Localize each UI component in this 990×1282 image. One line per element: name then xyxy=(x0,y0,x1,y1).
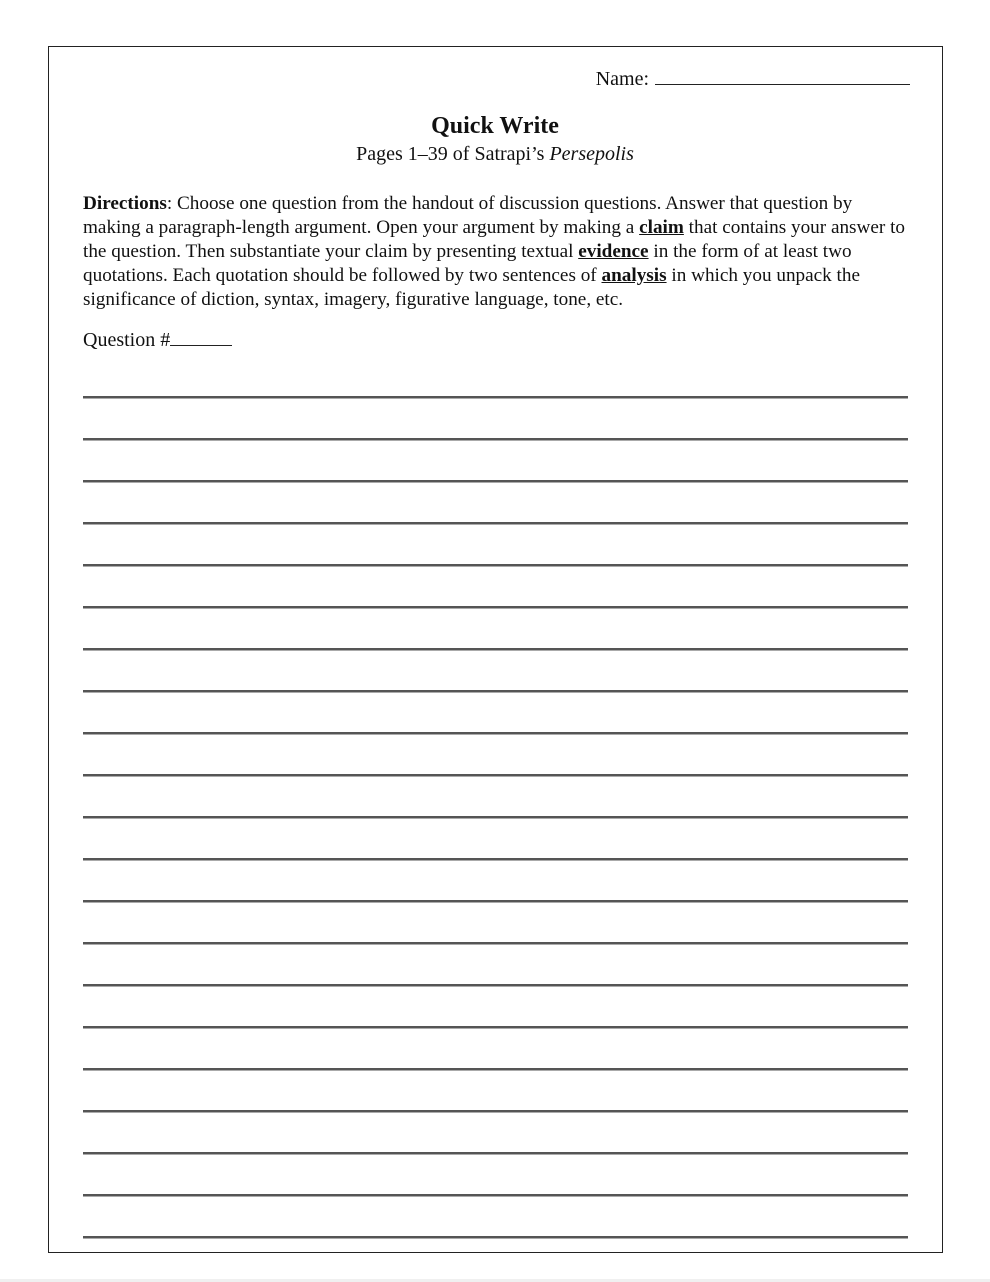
answer-line[interactable] xyxy=(83,858,908,861)
directions-text: in the form of at least two quotations. Each quotation should be followed by two sentences of xyxy=(83,241,852,286)
answer-line[interactable] xyxy=(83,900,908,903)
book-title: Persepolis xyxy=(549,143,634,165)
directions-text: that contains your answer to the question. Then substantiate your claim by presenting textual xyxy=(83,217,906,262)
keyword-evidence: evidence xyxy=(578,241,649,262)
answer-line[interactable] xyxy=(83,942,908,945)
answer-line[interactable] xyxy=(83,1194,908,1197)
answer-line[interactable] xyxy=(83,1110,908,1113)
answer-line[interactable] xyxy=(83,480,908,483)
directions-paragraph xyxy=(83,192,913,312)
directions-text: in which you unpack the significance of diction, syntax, imagery, figurative language, tone, etc. xyxy=(83,265,860,310)
answer-line[interactable] xyxy=(83,1236,908,1239)
directions-text: : Choose one question from the handout of discussion questions. Answer that question by making a paragraph-length argument. Open your argument by making a xyxy=(83,193,853,238)
answer-line[interactable] xyxy=(83,1152,908,1155)
subtitle-text: Pages 1–39 of Satrapi’s xyxy=(356,143,550,165)
answer-line[interactable] xyxy=(83,522,908,525)
question-number-blank[interactable] xyxy=(170,329,232,346)
answer-line[interactable] xyxy=(83,1068,908,1071)
worksheet-title: Quick Write xyxy=(431,113,559,139)
keyword-analysis: analysis xyxy=(601,265,667,286)
answer-line[interactable] xyxy=(83,606,908,609)
answer-line[interactable] xyxy=(83,438,908,441)
question-label: Question # xyxy=(83,329,171,351)
question-number-field xyxy=(83,329,232,352)
answer-line[interactable] xyxy=(83,690,908,693)
answer-line[interactable] xyxy=(83,984,908,987)
answer-line[interactable] xyxy=(83,396,908,399)
answer-line[interactable] xyxy=(83,564,908,567)
answer-line[interactable] xyxy=(83,774,908,777)
answer-line[interactable] xyxy=(83,648,908,651)
name-blank[interactable] xyxy=(655,66,910,85)
name-field xyxy=(596,66,910,91)
name-label: Name: xyxy=(595,68,649,90)
keyword-claim: claim xyxy=(639,217,684,238)
directions-label: Directions xyxy=(83,193,167,214)
answer-line[interactable] xyxy=(83,1026,908,1029)
answer-line[interactable] xyxy=(83,732,908,735)
answer-line[interactable] xyxy=(83,816,908,819)
worksheet-subtitle xyxy=(0,143,990,166)
